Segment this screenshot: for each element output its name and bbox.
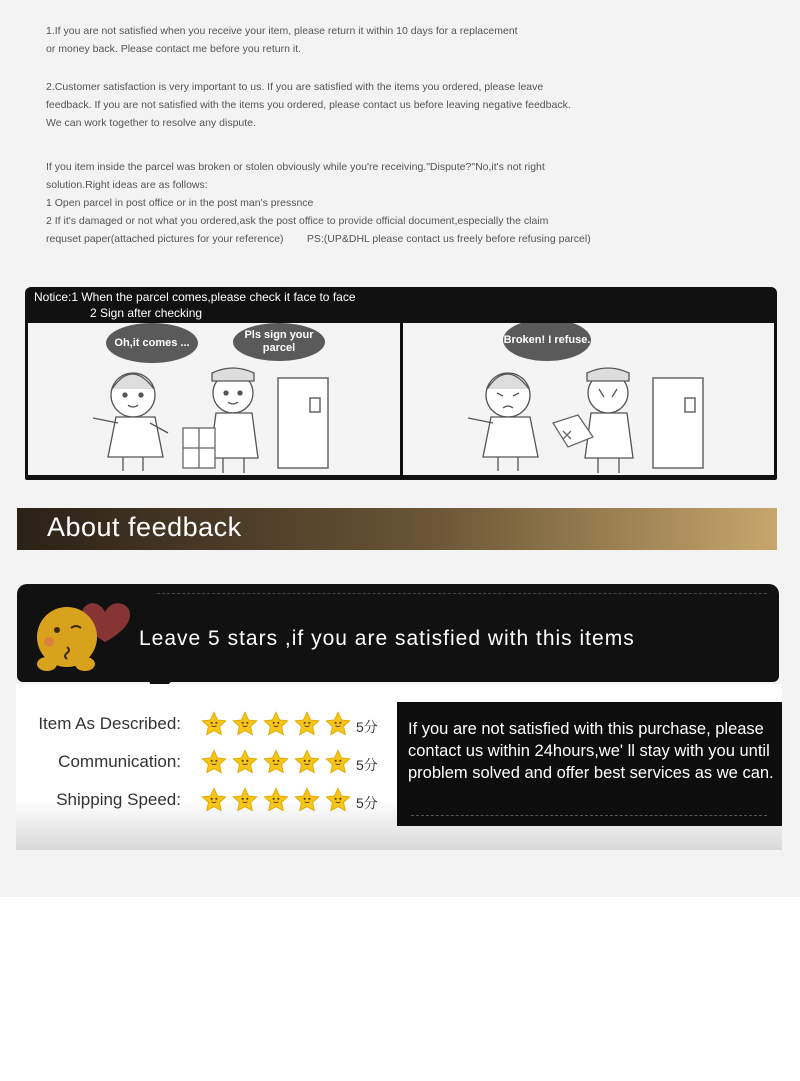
divider	[411, 815, 767, 816]
rating-score: 5分	[356, 757, 378, 773]
policy-line: If you item inside the parcel was broken or stolen obviously while you're receiving."Dispute?"No,it's not right	[46, 161, 545, 173]
comic-illustration-check	[28, 323, 400, 475]
star-rating[interactable]	[200, 748, 352, 776]
rating-score: 5分	[356, 719, 378, 735]
policy-line: feedback. If you are not satisfied with the items you ordered, please contact us before leaving negative feedback.	[46, 99, 571, 111]
comic-panel-refuse	[403, 323, 774, 475]
notice-line-1: Notice:1 When the parcel comes,please check it face to face	[34, 290, 356, 304]
star-rating[interactable]	[200, 786, 352, 814]
section-title: About feedback	[47, 512, 242, 542]
star-icon	[200, 786, 228, 814]
contact-notice-box	[397, 702, 782, 826]
notice-line-2: 2 Sign after checking	[90, 306, 203, 320]
star-icon	[324, 748, 352, 776]
policy-line: solution.Right ideas are as follows:	[46, 179, 208, 191]
notice-title	[34, 289, 356, 321]
rating-row-communication	[16, 747, 396, 777]
star-icon	[293, 748, 321, 776]
star-icon	[293, 710, 321, 738]
return-policy	[46, 22, 746, 248]
star-icon	[293, 786, 321, 814]
star-icon	[200, 710, 228, 738]
rating-label: Communication:	[58, 752, 181, 771]
rating-score: 5分	[356, 795, 378, 811]
rating-row-item-described	[16, 709, 396, 739]
rating-row-shipping-speed	[16, 785, 396, 815]
policy-line: 2.Customer satisfaction is very important to us. If you are satisfied with the items you ordered, please leave	[46, 81, 544, 93]
policy-line: 2 If it's damaged or not what you ordered,ask the post office to provide official document,especially the claim	[46, 215, 549, 227]
kiss-heart-icon	[17, 592, 132, 682]
rating-label: Shipping Speed:	[56, 790, 181, 809]
policy-line: or money back. Please contact me before you return it.	[46, 43, 302, 55]
policy-line: We can work together to resolve any dispute.	[46, 117, 256, 129]
policy-line: 1 Open parcel in post office or in the post man's pressnce	[46, 197, 314, 209]
contact-text: If you are not satisfied with this purchase, please contact us within 24hours,we' ll stay with you until problem solved and offer best services as we can.	[408, 720, 774, 782]
star-icon	[324, 710, 352, 738]
comic-panel-check	[28, 323, 400, 475]
star-icon	[262, 786, 290, 814]
policy-line: 1.If you are not satisfied when you receive your item, please return it within 10 days for a replacement	[46, 25, 518, 37]
speech-bubble-courier: Pls sign your parcel	[233, 323, 325, 361]
rating-label: Item As Described:	[38, 714, 181, 733]
star-icon	[324, 786, 352, 814]
divider	[157, 593, 767, 594]
star-icon	[231, 710, 259, 738]
star-icon	[262, 710, 290, 738]
speech-bubble-refuse: Broken! I refuse.	[503, 323, 591, 361]
delivery-notice	[25, 287, 777, 480]
star-rating[interactable]	[200, 710, 352, 738]
star-icon	[200, 748, 228, 776]
star-icon	[262, 748, 290, 776]
star-icon	[231, 786, 259, 814]
feedback-headline: Leave 5 stars ,if you are satisfied with this items	[139, 627, 635, 650]
policy-line: requset paper(attached pictures for your reference) PS:(UP&DHL please contact us freely before refusing parcel)	[46, 233, 591, 245]
speech-bubble-customer: Oh,it comes ...	[106, 323, 198, 363]
about-feedback-header	[17, 508, 777, 550]
star-icon	[231, 748, 259, 776]
